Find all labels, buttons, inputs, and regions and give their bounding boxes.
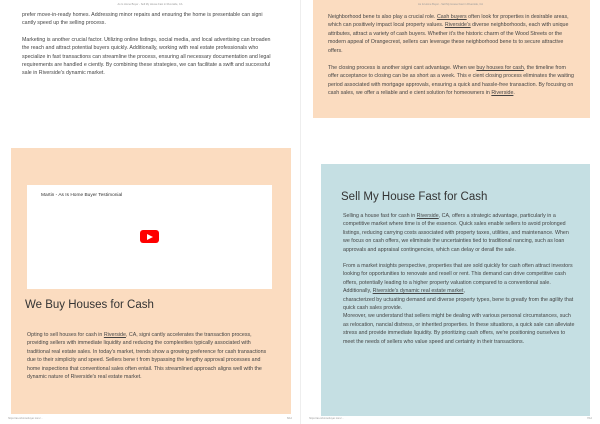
- riverside-link[interactable]: Riverside: [103, 332, 126, 338]
- video-embed[interactable]: [27, 185, 272, 289]
- section-heading: Sell My House Fast for Cash: [341, 191, 488, 203]
- buy-houses-link[interactable]: buy houses for cash: [476, 65, 524, 72]
- top-text-block: [328, 13, 574, 107]
- paragraph: Opting to sell houses for cash in Riverside, CA, signi cantly accelerates the transaction process, providing sellers with immediate liquidity and reducing the complexities typically associated with traditional real estate sales. In today's market, trends show a growing preference for cash transactions due to their simplicity and speed. Sellers bene t from bypassing the lengthy approval processes and home inspections that conventional sales often entail. This streamlined approach aligns well with the dynamic nature of Riverside's real estate market.: [27, 332, 267, 381]
- paragraph: Neighborhood bene ts also play a crucial role. Cash buyers often look for properties in desirable areas, which can positively impact local property values. Riverside's diverse neighborhoods, each with unique attributes, attract a variety of cash buyers. Whether it's the historic charm of the Wood Streets or the modern appeal of Orangecrest, sellers can leverage these neighborhood bene ts to secure attractive offers.: [328, 14, 569, 54]
- page-footer-url: https://as-ishomebuyer.com/...: [8, 417, 43, 420]
- section-body: [343, 212, 575, 354]
- market-link[interactable]: Riverside's dynamic real estate market: [372, 288, 464, 295]
- cash-buyers-link[interactable]: Cash buyers: [436, 14, 467, 20]
- riverside-link[interactable]: Riverside: [491, 90, 514, 97]
- paragraph: prefer move-in-ready homes. Addressing minor repairs and ensuring the home is presentable can signi cantly speed up the selling process.: [22, 12, 263, 27]
- paragraph: characterized by uctuating demand and diverse property types, bene ts greatly from the agility that quick cash sales provide.: [343, 296, 574, 312]
- page-header: As Is Home Buyer - Sell My House Fast in Riverside, CA: [117, 3, 183, 6]
- page-header: As Is Home Buyer - Sell My House Fast in Riverside, CA: [417, 3, 483, 6]
- page-footer-url: https://as-ishomebuyer.com/...: [309, 417, 344, 420]
- paragraph: From a market insights perspective, properties that are sold quickly for cash often attract investors looking for opportunities to renovate and resell or rent. This demand can drive competitive cash offers, potentially leading to a higher property valuation compared to a conventional sale. Additionally, Riverside's dynamic real estate market,: [343, 263, 573, 295]
- paragraph: The closing process is another signi cant advantage. When we buy houses for cash, the timeline from offer acceptance to closing can be as short as a week. This e cient closing process eliminates the waiting period associated with mortgage approvals, ensuring a quick and hassle-free transaction. By focusing on cash sales, we offer a reliable and e cient solution for homeowners in Riverside.: [328, 65, 574, 97]
- video-title: Martin - As Is Home Buyer Testimonial: [41, 193, 123, 198]
- paragraph: Marketing is another crucial factor. Utilizing online listings, social media, and local advertising can broaden the reach and attract potential buyers quickly. Additionally, working with real estate professionals who specialize in fast transactions can streamline the process, ensuring all necessary documentation and legal requirements are handled e ciently. By combining these strategies, we can facilitate a swift and successful sale in Riverside's dynamic market.: [22, 36, 271, 77]
- riverside-link[interactable]: Riverside: [416, 213, 439, 219]
- paragraph: Moreover, we understand that sellers might be dealing with various personal circumstances, such as relocation, nancial distress, or inherited properties. In these situations, a quick sale can alleviate stress and provide immediate liquidity. By prioritizing cash offers, we're positioning ourselves to meet the needs of sellers who value speed and certainty in their transactions.: [343, 313, 575, 345]
- top-text-block: [22, 11, 274, 86]
- play-icon[interactable]: [140, 230, 159, 243]
- page-number: 6/12: [286, 417, 292, 420]
- page-number: 7/12: [586, 417, 592, 420]
- riverside-link[interactable]: Riverside's: [444, 22, 471, 29]
- section-heading: We Buy Houses for Cash: [25, 299, 154, 311]
- section-body: [27, 331, 273, 381]
- paragraph: Selling a house fast for cash in Riverside, CA, offers a strategic advantage, particularly in a competitive market where time is of the essence. Quick sales enable sellers to avoid prolonged listings, reducing carrying costs associated with property taxes, utilities, and maintenance. When we focus on cash offers, we eliminate the uncertainties tied to traditional nancing, such as loan approvals and appraisal contingencies, which can delay or derail the sale.: [343, 213, 569, 253]
